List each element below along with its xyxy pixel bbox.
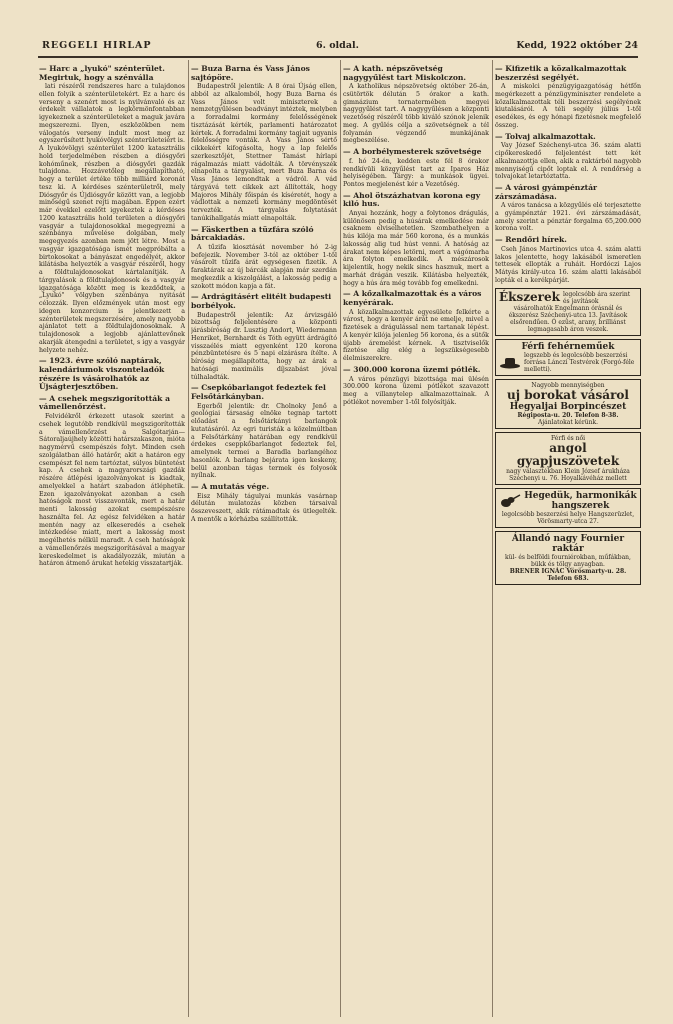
column-2 [191, 62, 337, 1017]
article-body: A város pénzügyi bizottsága mai ülésén 300.000 korona üzemi pótlékot szavazott meg a villanytelep alkalmazottainak. A pótlékot november 1-től folyósítják. [343, 375, 489, 406]
column-4 [495, 62, 641, 1017]
article-body: A katholikus népszövetség október 26-án, csütörtök délután 5 órakor a kath. gimnázium tornatermében megyei nagygyűlést tart. A nagygyűlésen a központi vezetőség részéről több kiváló szónok jelenik meg. A gyűlés célja a szövetségnek a tél folyamán végzendő munkájának megbeszélése. [343, 83, 489, 145]
article-body: A miskolci pénzügyigazgatóság hétfőn megérkezett a pénzügyminiszter rendelete a közalkalmazottak téli beszerzési segélyének kiutalásáról. A téli segély július 1-től esedékes, és egy hónapi fizetésnek megfelelő összeg. [495, 83, 641, 129]
article-body: A város tanácsa a közgyűlés elé terjesztette a gyámpénztár 1921. évi zárszámadását, amely szerint a pénztár forgalma 65,200.000 korona volt. [495, 202, 641, 233]
ad-headline: Hegedük, harmonikák hangszerek [524, 490, 637, 511]
header-rule [38, 56, 638, 58]
page-header [38, 40, 638, 56]
ad-headline: Ékszerek [499, 290, 560, 305]
article-title: — Tolvaj alkalmazottak. [495, 131, 596, 141]
article-title: — Ardrágitásért elitélt budapesti borbélyok. [191, 292, 332, 310]
article-title: — A kőzalkalmazottak és a város kenyérárak. [343, 289, 482, 308]
article-title: — A mutatás vége. [191, 482, 270, 491]
article-title: — Fäskertben a tüzfára szóló bárcakiadás. [191, 224, 314, 243]
column-divider [340, 60, 341, 1017]
article-body: Egerből jelentik: dr. Cholnoky Jenő a geológiai társaság elnöke tegnap tartott előadást a felsőtárkányi barlangok kutatásáról. Az egri turisták a közelmúltban a Felsőtárkány határában egy rendkívül érdekes cseppkőbarlangot fedeztek fel, amelynek termei a Baradla barlangéhoz hasonlók. A barlang bejárata igen keskeny, belül azonban tágas termek és folyosók nyílnak. [191, 402, 337, 480]
article-body: Felvidékről érkezett utasok szerint a csehek legutóbb rendkívül megszigorították a vámellenőrzést a Salgótarján—Sátoraljaújhely közötti határszakaszon, mióta nagymérvű csempészés folyt. Minden cseh szolgálatban álló határőr, akit a határon egy csempészt fel nem tartóztat, súlyos büntetést kap. A csehek a magyarországi gazdák részére átlépési igazolványokat is kiadtak, amelyekkel a határt szabadon átléphetik. Ezen igazolványokat azonban a cseh hatóságok most visszavonták, mert a határ menti lakosság azokat csempészésre használta fel. Az egész felvidéken a határ mentén nagy az elkeseredés a csehek intézkedése miatt, mert a lakosság most megélhetés nélkül maradt. A cseh hatóságok a vámellenőrzés megszigorításával a magyar kereskedelmet is akadályozzák, miután a határon átmenő árukat hetekig visszatartják. [39, 413, 185, 568]
music-ad [495, 488, 641, 528]
issue-date: Kedd, 1922 október 24 [516, 40, 638, 51]
article-title: — A csehek megszigorították a vámellenőrzést. [39, 393, 171, 412]
ad-headline: uj borokat vásárol [507, 387, 629, 402]
article-body: Cseh János Martinovics utca 4. szám alatti lakos jelentette, hogy lakásából ismeretlen tettesek ellopták a ruháit. Hordóczi Lajos Mátyás király-utca 16. szám alatti lakásából lopták el a kerékpárját. [495, 245, 641, 284]
article-title: — A kath. népszövetség nagygyűlést tart Miskolczon. [343, 64, 467, 82]
jewelry-ad [495, 288, 641, 336]
article-title: — Buza Barna és Vass János sajtópöre. [191, 64, 310, 82]
page-number: 6. oldal. [316, 40, 359, 51]
newspaper-name: REGGELI HIRLAP [42, 40, 152, 51]
article-body: Vay József Széchenyi-utca 36. szám alatti cipőkereskedő feljelentést tett két alkalmazottja ellen, akik a raktárból nagyobb mennyiségű cipőt loptak el. A rendőrség a tolvajokat letartóztatta. [495, 142, 641, 181]
ad-headline: angol gyapjuszövetek [516, 440, 620, 468]
fournier-ad [495, 531, 641, 585]
ad-headline: Férfi fehérneműek [521, 341, 615, 352]
article-title: — Harc a „lyukó" szénterület. Megirtuk, hogy a szénválla [39, 64, 165, 82]
article-body: lati részéről rendszeres harc a tulajdonos ellen folyik a szénterületekért. Ez a harc és verseny a szenért most is nyilvánvaló és az érdekelt vállalatok a legkörmönfontabban igyekeznek a szénterületeket a maguk javára megszerezni. Ilyen, eszközökben nem válogatós verseny indult most meg az egyszerűsített lyukóvölgyi szénterületeiért is. A lyukóvölgyi szénterület 1200 katasztrális hold terjedelmében részben a diósgyőri kohóműnek, részben a diósgyőri gazdák tulajdona. Hozzávetőleg megállapítható, hogy a terület értéke több milliárd koronát tesz ki. A kérdéses szénterületről, mely Diósgyőr és Újdiósgyőr között van, a legjobb minőségű szenet rejti magában. Éppen ezért már évekkel ezelőtt igyekeztek a kérdéses 1200 katasztrális hold területen a diósgyőri vasgyár a tulajdonosokkal megegyezni a szénbánya művelése dolgában, mely megegyezés azonban nem jött létre. Most a vasgyár igazgatósága ismét megpróbálta a birtokosokat a bányászat engedélyét, akkor kilátásba helyezték a vasgyár részéről, hogy a földtulajdonosokat kártalanítják. A tárgyalások a földtulajdonosok és a vasgyár igazgatósága között meg is kezdődtek, a „Lyukó" völgyben szénbánya nyitását célozzák. Ilyen előzmények után most egy idegen konzorcium is jelentkezett a szénterületek megszerzésére, amely nagyobb ajánlatot tett a földtulajdonosoknak. A tulajdonosok a legjobb ajánlattevőnek akarják átengedni a területet, s igy a vasgyár helyzete nehéz. [39, 83, 185, 354]
column-divider [188, 60, 189, 1017]
ad-body: legszebb és legolcsóbb beszerzési forrása Lánczi Testvérek (Forgó-féle melletti). [524, 351, 635, 373]
ad-body: legolcsóbb beszerzési helye Hangszerüzlet, Vörösmarty-utca 27. [501, 510, 635, 525]
column-3 [343, 62, 489, 1017]
article-body: A tűzifa kiosztását november hó 2-ig befejezik. November 3-tól az október 1-től vásárolt tűzifa árát egységesen fizetik. A faraktárak az új bárcák alapján már szerdán megkezdik a kiszolgálást, a lakosság pedig a szokott módon kapja a fát. [191, 243, 337, 290]
article-title: — Kifizetik a közalkalmazottak beszerzési segélyét. [495, 64, 627, 82]
article-body: Budapestről jelentik: Az árvizsgáló bizottság feljelentésére a központi járásbíróság dr. Lusztig Andort, Wiedermann Henriket, Bernhardt és Tóth együtt árdrágító visszaélés miatt egyenként 120 korona pénzbüntetésre és 5 napi elzárásra ítélte. A bíróság megállapította, hogy az árak a hatósági maximális díjszabást jóval túlhaladták. [191, 311, 337, 381]
article-body: A közalkalmazottak egyesülete felkérte a várost, hogy a kenyér árát ne emelje, mivel a fizetések a drágulással nem tartanak lépést. A kenyér kilója jelenleg 56 korona, és a sütők újabb áremelést kérnek. A tisztviselők fizetése alig elég a legszükségesebb élelmiszerekre. [343, 308, 489, 363]
article-body: f. hó 24-én, kedden este fél 8 órakor rendkívüli közgyűlést tart az Iparos Ház helyiségében. Tárgy: a munkások ügyei. Pontos megjelenést kér a Vezetőség. [343, 157, 489, 189]
article-title: — Rendőri hírek. [495, 235, 567, 245]
ad-company: Hegyaljai Borpincészet [509, 401, 627, 412]
ad-body: kül- és belföldi fourniérokban, műfákban, bükk és tölgy anyagban. [505, 553, 631, 568]
ad-body: vásárolhatók Engelmann órásnál és ékszerész Széchenyi-utca 13. Javítások elsőrendűen. Ó ezüst, arany, brilliánst legmagasabb áron veszek. [508, 304, 628, 333]
ad-headline: Állandó nagy Fournier raktár [511, 533, 625, 554]
ad-company: BRENER IGNÁC Vörösmarty-u. 28. Telefon 683. [509, 567, 627, 582]
article-title: — Csepkóbarlangot fedeztek fel Felsőtárkányban. [191, 383, 326, 401]
column-divider [492, 60, 493, 1017]
article-title: — A borbélymesterek szövetsége [343, 147, 482, 157]
article-body: Anyai hozzánk, hogy a folytonos drágulás, különösen pedig a húsárak emelkedése már csaknem elviselhetetlen. Szombathelyen a hús kilója ma már 560 korona, és a munkás lakosság alig tud húst venni. A hatóság az árakat nem képes letörni, mert a vágómarha ára folyton emelkedik. A mészárosok kijelentik, hogy nekik sincs hasznuk, mert a marhát drágán veszik. Kilátásba helyezték, hogy a hús ára még tovább fog emelkedni. [343, 209, 489, 287]
article-body: Eisz Mihály tágulyai munkás vasárnap délután mulatozás közben társaival összeveszett, akik rátámadtak és ütlegelték. A mentők a kórházba szállították. [191, 492, 337, 523]
article-title: — 300.000 korona üzemi pótlék. [343, 364, 481, 374]
violin-icon [499, 494, 521, 508]
column-1 [39, 62, 185, 1017]
article-body: Budapestről jelentik: A 8 órai Újság ellen, abból az alkalomból, hogy Buza Barna és Vass János volt miniszterek a nemzetgyűlésen beadványt intéztek, melyben a forradalmi kormány felelősségének tisztázását kérték, parlamenti határozatot kértek. A forradalmi kormány tagjait ugyanis felelősségre vonták. A Vass János sértő cikkekért kifogásolta, hogy a lap felelős szerkesztőjét, Stettner Tamást hírlapi rágalmazás miatt vádolták. A törvényszék elnapolta a tárgyalást, mert Buza Barna és Vass János lemondtak a vádról. A vád tárgyává tett cikkek azt állították, hogy Majoros Mihály főispán és kíséretét, hogy a vádlottak a nemzeti kormány megdöntését tervezték. A tárgyalás folytatását tanúkihallgatás miatt elnapolták. [191, 83, 337, 222]
wine-ad [495, 379, 641, 429]
underwear-ad [495, 339, 641, 376]
article-title: — 1923. évre szóló naptárak, kalendáriumok viszonteladók részére is vásárolhatók az Újságterjesztőben. [39, 356, 165, 392]
article-title: — Ahol ötszázhatvan korona egy kiló hus. [343, 190, 481, 209]
ad-side-text: legolcsóbb ára szerint és javítások [562, 290, 631, 305]
article-title: — A városi gyámpénztár zárszámadása. [495, 183, 598, 201]
ad-note: Ajánlatokat kérünk. [537, 418, 598, 426]
wool-ad [495, 432, 641, 485]
ad-top-line: Nagyobb mennyiségben [531, 381, 605, 389]
hat-icon [499, 355, 521, 369]
ad-top-line: Férfi és női [550, 434, 586, 442]
ad-address: Régiposta-u. 20. Telefon 8-38. [517, 411, 619, 419]
ad-body: nagy választékban Klein József árukháza Széchenyi u. 76. Hoyalkávéház mellett [506, 467, 630, 482]
